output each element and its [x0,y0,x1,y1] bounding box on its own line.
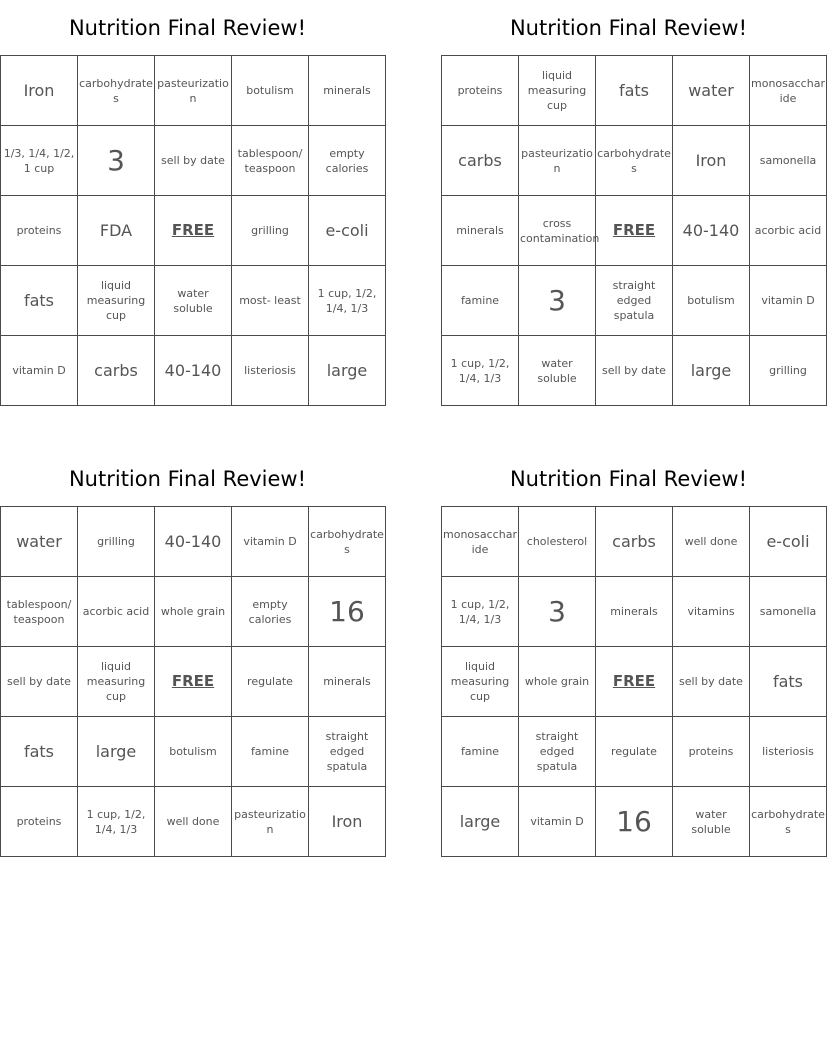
grid-cell: famine [232,717,309,787]
grid-cell: vitamin D [750,266,827,336]
grid-cell: whole grain [519,647,596,717]
grid-cell: large [309,336,386,406]
card-title: Nutrition Final Review! [68,16,307,40]
grid-cell: samonella [750,577,827,647]
grid-cell: fats [596,56,673,126]
grid-cell: botulism [232,56,309,126]
grid-row [442,336,827,406]
grid-cell: FDA [78,196,155,266]
grid-cell: pasteurization [232,787,309,857]
grid-cell: sell by date [673,647,750,717]
grid-row [442,787,827,857]
grid-cell: proteins [442,56,519,126]
grid-cell: 3 [519,266,596,336]
free-space: FREE [155,196,232,266]
grid-cell: vitamin D [519,787,596,857]
grid-cell: e-coli [309,196,386,266]
grid-cell: monosaccharide [442,507,519,577]
grid-row [1,266,386,336]
grid-cell: carbohydrates [78,56,155,126]
grid-cell: Iron [1,56,78,126]
grid-cell: fats [750,647,827,717]
grid-cell: listeriosis [750,717,827,787]
grid-cell: grilling [78,507,155,577]
grid-cell: water soluble [155,266,232,336]
grid-cell: whole grain [155,577,232,647]
grid-row [442,266,827,336]
grid-row [442,56,827,126]
grid-cell: sell by date [155,126,232,196]
grid-cell: grilling [232,196,309,266]
grid-cell: Iron [673,126,750,196]
grid-cell: straight edged spatula [596,266,673,336]
grid-row [442,196,827,266]
grid-cell: famine [442,266,519,336]
grid-row [442,126,827,196]
grid-cell: vitamins [673,577,750,647]
grid-cell: straight edged spatula [519,717,596,787]
grid-cell: water [1,507,78,577]
grid-cell: water [673,56,750,126]
grid-cell: regulate [596,717,673,787]
grid-cell: Iron [309,787,386,857]
grid-cell: minerals [309,56,386,126]
grid-cell: acorbic acid [750,196,827,266]
grid-row [442,647,827,717]
bingo-grid [441,506,827,857]
grid-cell: grilling [750,336,827,406]
grid-cell: pasteurization [519,126,596,196]
grid-cell: large [673,336,750,406]
grid-cell: proteins [673,717,750,787]
grid-cell: 1 cup, 1/2, 1/4, 1/3 [78,787,155,857]
grid-cell: sell by date [1,647,78,717]
grid-cell: botulism [155,717,232,787]
grid-cell: fats [1,717,78,787]
grid-cell: 3 [78,126,155,196]
grid-cell: carbs [596,507,673,577]
grid-row [442,717,827,787]
grid-cell: liquid measuring cup [78,647,155,717]
grid-cell: liquid measuring cup [442,647,519,717]
grid-cell: 1 cup, 1/2, 1/4, 1/3 [442,577,519,647]
grid-cell: empty calories [309,126,386,196]
grid-cell: sell by date [596,336,673,406]
grid-cell: 1 cup, 1/2, 1/4, 1/3 [309,266,386,336]
grid-cell: well done [673,507,750,577]
grid-cell: 40-140 [673,196,750,266]
grid-cell: 16 [309,577,386,647]
grid-cell: 40-140 [155,507,232,577]
grid-cell: water soluble [519,336,596,406]
card-title: Nutrition Final Review! [509,467,748,491]
grid-cell: botulism [673,266,750,336]
grid-cell: liquid measuring cup [78,266,155,336]
grid-cell: 1/3, 1/4, 1/2, 1 cup [1,126,78,196]
bingo-grid [441,55,827,406]
grid-cell: carbs [78,336,155,406]
grid-row [1,196,386,266]
grid-row [1,126,386,196]
grid-cell: carbohydrates [309,507,386,577]
grid-cell: e-coli [750,507,827,577]
grid-row [442,577,827,647]
grid-cell: samonella [750,126,827,196]
grid-row [1,647,386,717]
grid-row [1,56,386,126]
grid-cell: acorbic acid [78,577,155,647]
grid-row [1,507,386,577]
grid-cell: proteins [1,196,78,266]
grid-row [1,787,386,857]
grid-cell: well done [155,787,232,857]
grid-cell: carbohydrates [750,787,827,857]
grid-cell: pasteurization [155,56,232,126]
grid-cell: vitamin D [1,336,78,406]
grid-row [1,577,386,647]
bingo-grid [0,55,386,406]
grid-cell: carbohydrates [596,126,673,196]
grid-cell: straight edged spatula [309,717,386,787]
grid-cell: vitamin D [232,507,309,577]
grid-cell: most- least [232,266,309,336]
grid-cell: water soluble [673,787,750,857]
grid-row [1,336,386,406]
free-space: FREE [596,647,673,717]
card-title: Nutrition Final Review! [509,16,748,40]
grid-cell: empty calories [232,577,309,647]
grid-cell: famine [442,717,519,787]
grid-cell: fats [1,266,78,336]
card-title: Nutrition Final Review! [68,467,307,491]
grid-row [442,507,827,577]
grid-cell: minerals [309,647,386,717]
grid-cell: large [78,717,155,787]
grid-cell: cross contamination [519,196,596,266]
grid-cell: 16 [596,787,673,857]
bingo-grid [0,506,386,857]
grid-cell: cholesterol [519,507,596,577]
grid-cell: 1 cup, 1/2, 1/4, 1/3 [442,336,519,406]
grid-cell: minerals [442,196,519,266]
grid-cell: proteins [1,787,78,857]
grid-cell: monosaccharide [750,56,827,126]
grid-cell: liquid measuring cup [519,56,596,126]
grid-row [1,717,386,787]
grid-cell: carbs [442,126,519,196]
grid-cell: minerals [596,577,673,647]
grid-cell: listeriosis [232,336,309,406]
grid-cell: tablespoon/ teaspoon [232,126,309,196]
grid-cell: 3 [519,577,596,647]
free-space: FREE [596,196,673,266]
grid-cell: tablespoon/ teaspoon [1,577,78,647]
grid-cell: large [442,787,519,857]
grid-cell: 40-140 [155,336,232,406]
grid-cell: regulate [232,647,309,717]
free-space: FREE [155,647,232,717]
